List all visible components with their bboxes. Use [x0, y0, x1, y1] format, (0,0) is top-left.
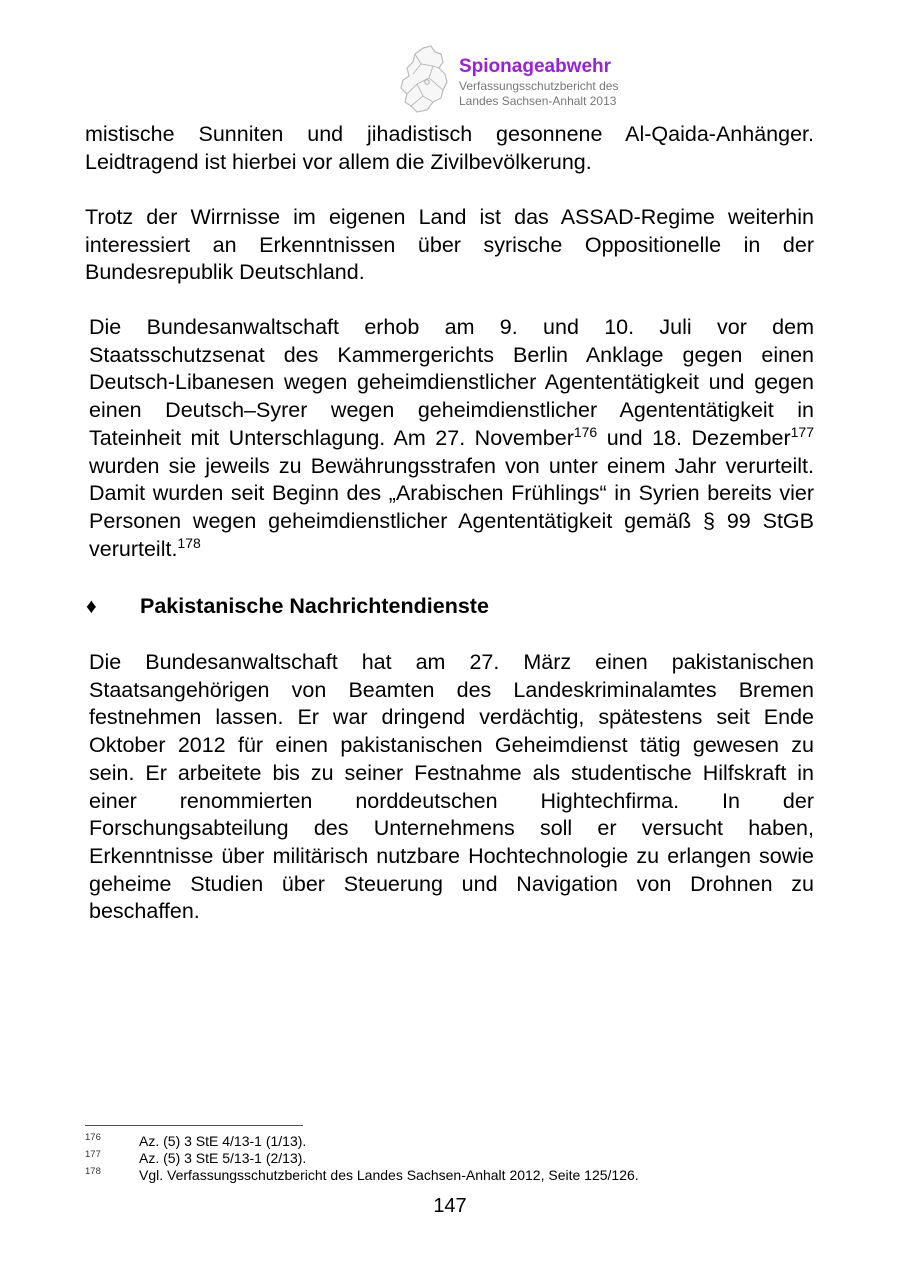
footnote-177: [85, 1150, 805, 1166]
section-heading: Pakistanische Nachrichtendienste: [140, 594, 489, 618]
header-title: Spionageabwehr: [459, 56, 612, 77]
footnote-number: 176: [85, 1132, 101, 1143]
paragraph-1: mistische Sunniten und jihadistisch gesonnene Al-Qaida-Anhänger. Leidtragend ist hierbei vor allem die Zivilbevölkerung.: [85, 122, 814, 174]
section-bullet-icon: ♦: [86, 595, 97, 618]
footnote-text: Az. (5) 3 StE 4/13-1 (1/13).: [139, 1133, 307, 1149]
page-header: [397, 44, 697, 116]
footnote-ref-176[interactable]: 176: [573, 423, 598, 440]
footnote-text: Vgl. Verfassungsschutzbericht des Landes Sachsen-Anhalt 2012, Seite 125/126.: [139, 1167, 639, 1183]
footnote-number: 177: [85, 1149, 101, 1160]
footnote-ref-178[interactable]: 178: [177, 534, 201, 551]
paragraph-3-text-3: wurden sie jeweils zu Bewährungsstrafen von unter einem Jahr verurteilt. Damit wurden seit Beginn des „Arabischen Frühlings“ in Syrien bereits vier Personen wegen geheimdienstlicher Agententätigkeit gemäß § 99 StGB verurteilt.: [89, 453, 814, 561]
header-subtitle-line-1: Verfassungsschutzbericht des: [459, 79, 619, 93]
footnote-number: 178: [85, 1166, 101, 1177]
footnote-text: Az. (5) 3 StE 5/13-1 (2/13).: [139, 1150, 307, 1166]
paragraph-3-text-1: Die Bundesanwaltschaft erhob am 9. und 10. Juli vor dem Staatsschutzsenat des Kammergerichts Berlin Anklage gegen einen Deutsch-Libanesen wegen geheimdienstlicher Agententätigkeit und gegen einen Deutsch–Syrer wegen geheimdienstlicher Agententätigkeit in Tateinheit mit Unterschlagung. Am 27. November: [89, 315, 814, 450]
paragraph-3-text-2: und 18. Dezember: [597, 425, 791, 450]
footnote-178: [85, 1167, 805, 1183]
paragraph-2-text: Trotz der Wirrnisse im eigenen Land ist das ASSAD-Regime weiterhin interessiert an Erkenntnissen über syrische Oppositionelle in der Bundesrepublik Deutschland.: [85, 205, 814, 285]
footnote-divider: [85, 1125, 303, 1126]
paragraph-4: [89, 649, 814, 926]
sachsen-anhalt-map-icon: [397, 44, 455, 114]
footnote-176: [85, 1133, 805, 1149]
page-number: 147: [433, 1195, 467, 1217]
paragraph-2: [85, 204, 814, 287]
paragraph-3: [89, 314, 814, 563]
footnote-ref-177[interactable]: 177: [790, 423, 814, 440]
paragraph-4-text: Die Bundesanwaltschaft hat am 27. März einen pakistanischen Staatsangehörigen von Beamten des Landeskriminalamtes Bremen festnehmen lassen. Er war dringend verdächtig, spätestens seit Ende Oktober 2012 für einen pakistanischen Geheimdienst tätig gewesen zu sein. Er arbeitete bis zu seiner Festnahme als studentische Hilfskraft in einer renommierten norddeutschen Hightechfirma. In der Forschungsabteilung des Unternehmens soll er versucht haben, Erkenntnisse über militärisch nutzbare Hochtechnologie zu erlangen sowie geheime Studien über Steuerung und Navigation von Drohnen zu beschaffen.: [89, 650, 814, 924]
header-subtitle-line-2: Landes Sachsen-Anhalt 2013: [459, 94, 617, 108]
